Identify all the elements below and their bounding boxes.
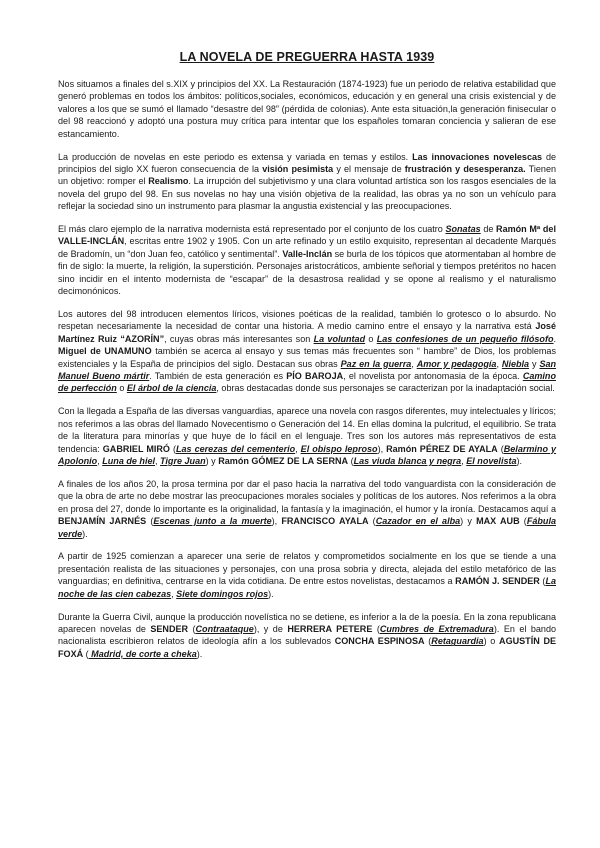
text-run: ( <box>83 648 89 659</box>
work-title: Las cerezas del cementerio <box>175 443 296 454</box>
text-run: ). <box>516 455 523 466</box>
work-title: Sonatas <box>445 224 481 235</box>
work-title: Cazador en el alba <box>375 516 461 527</box>
text-run: Con la llegada a España de las diversas vanguardias, aparece una novela con rasgos diferentes, muy intelectuales y líricos; nos referimos a las obras del llamado Novecentismo o Generación del 14. En ellas domina la pulcritud, el equilibrio. Se trata de la literatura para minorías y que huye de lo fácil en el lenguaje. Tres son los autores más representativos de esta tendencia: <box>58 406 556 454</box>
work-title: La noche de las cien cabezas <box>58 576 556 599</box>
work-title: San Manuel Bueno mártir <box>58 358 557 382</box>
work-title: Escenas junto a la muerte <box>153 516 272 527</box>
emphasis-text: SENDER <box>150 623 189 634</box>
text-run: ), <box>271 516 282 527</box>
text-run: también se acerca al ensayo y sus temas más frecuentes son “ hambre” de Dios, los problemas existenciales y la España de principios del siglo. Destacan sus obras <box>58 346 556 369</box>
text-run: ), <box>377 443 387 454</box>
emphasis-text: Valle-Inclán <box>282 248 333 259</box>
text-run: . La irrupción del subjetivismo y una clara voluntad artística son los rasgos esenciales de la novela del grupo del 98. En sus novelas no hay una visión objetiva de la realidad, las obras ya no son un vehículo para reflejar la sociedad sino un instrumento para plasmar la angustia existencial y las preocupaciones. <box>58 176 556 212</box>
text-run: . <box>553 333 557 344</box>
document-body <box>58 78 556 660</box>
text-run: . También de esta generación es <box>149 371 287 382</box>
work-title: Amor y pedagogía <box>416 358 497 369</box>
text-run: ) y <box>205 455 219 466</box>
text-run: La producción de novelas en este periodo es extensa y variada en temas y estilos. <box>58 151 413 162</box>
text-run: ( <box>539 576 546 587</box>
document-title: LA NOVELA DE PREGUERRA HASTA 1939 <box>179 50 435 64</box>
work-title: Contraataque <box>195 623 254 634</box>
emphasis-text: RAMÓN J. SENDER <box>455 576 540 587</box>
work-title: Belarmino y Apolonio <box>58 443 557 466</box>
work-title: El novelista <box>466 455 517 466</box>
text-run: ). <box>268 588 274 599</box>
text-run: se burla de los tópicos que atormentaban al hombre de fin de siglo: la muerte, la religión, la superstición. Personajes aristocráticos, ambiente señorial y tiempos pretéritos no hacen sino incidir en el intento modernista de “escapar” de la desastrosa realidad y se opone al realismo y el naturalismo decimonónicos. <box>58 248 556 297</box>
work-title: Retaguardia <box>431 636 484 647</box>
emphasis-text: MAX AUB <box>476 516 520 527</box>
text-run: ). En el bando nacionalista escribieron relatos de ideología afín a los sublevados <box>58 623 557 647</box>
text-run: , obras destacadas donde sus personajes se caracterizan por la inadaptación social. <box>216 383 555 394</box>
work-title: Luna de hiel <box>102 455 156 466</box>
emphasis-text: FRANCISCO AYALA <box>281 516 369 527</box>
text-run: El más claro ejemplo de la narrativa modernista está representado por el conjunto de los cuatro <box>58 224 446 235</box>
emphasis-text: visión pesimista <box>262 163 334 174</box>
text-run: ( <box>169 443 176 454</box>
emphasis-text: PÍO BAROJA <box>286 371 344 382</box>
text-run: , <box>97 455 103 466</box>
text-run: ( <box>188 623 196 634</box>
work-title: El obispo leproso <box>300 443 378 454</box>
text-run: A finales de los años 20, la prosa termina por dar el paso hacia la narrativa del todo vanguardista con la consideración de que la obra de arte no debe mostrar las preocupaciones morales sociales y políticas de los autores. Nos referimos a la obra en prosa del 27, donde lo importante es la originalidad, la fantasía y la imaginación, el humor y la ironía. Destacamos aquí a <box>58 478 556 514</box>
text-run: , <box>155 455 161 466</box>
text-run: Los autores del 98 introducen elementos líricos, visiones poéticas de la realidad, también lo grotesco o lo absurdo. No respetan necesariamente la necesidad de contar una historia. A medio camino entre el ensayo y la narrativa está <box>58 309 556 332</box>
text-run: ) o <box>483 636 500 647</box>
text-run: y el mensaje de <box>333 163 405 174</box>
text-run: ( <box>146 516 154 527</box>
text-run: ). <box>196 648 203 659</box>
emphasis-text: BENJAMÍN JARNÉS <box>58 516 147 527</box>
text-run: , <box>496 358 502 369</box>
work-title: Niebla <box>501 358 530 369</box>
paragraph <box>58 611 556 661</box>
work-title: Cumbres de Extremadura <box>379 623 494 634</box>
text-run: o <box>116 383 127 394</box>
text-run: ). <box>82 528 88 539</box>
emphasis-text: CONCHA ESPINOSA <box>334 636 425 647</box>
text-run: Tienen un objetivo: romper el <box>58 163 557 187</box>
work-title: Camino de perfección <box>58 371 556 394</box>
paragraph <box>58 308 556 395</box>
paragraph <box>58 405 556 467</box>
text-run: ( <box>497 443 504 454</box>
text-run: y <box>529 358 540 369</box>
text-run: , <box>171 588 177 599</box>
document-page <box>58 50 556 671</box>
work-title: Paz en la guerra <box>340 358 412 369</box>
emphasis-text: José Martínez Ruiz “AZORÍN” <box>58 321 556 344</box>
emphasis-text: HERRERA PETERE <box>287 623 373 634</box>
text-run: ( <box>372 623 380 634</box>
emphasis-text: frustración y desesperanza. <box>404 163 526 174</box>
emphasis-text: Ramón Mª del VALLE-INCLÁN <box>58 224 556 247</box>
text-run: de <box>480 224 497 235</box>
emphasis-text: Miguel de UNAMUNO <box>58 346 152 357</box>
text-run: , el novelista por antonomasia de la época. <box>343 371 523 382</box>
emphasis-text: Ramón GÓMEZ DE LA SERNA <box>218 455 349 466</box>
text-run: o <box>365 333 377 344</box>
text-run: , cuyas obras más interesantes son <box>164 333 314 344</box>
paragraph <box>58 478 556 540</box>
text-run: Nos situamos a finales del s.XIX y principios del XX. La Restauración (1874-1923) fue un periodo de relativa estabilidad que generó problemas en todos los ámbitos: políticos,sociales, económicos, educación y en general una crisis existencial y de valores a los que se sumó el llamado “desastre del 98” (pérdida de colonias). Ante esta situación,la generación finisecular o del 98 reaccionó y adoptó una postura muy crítica para intentar que los españoles tomaran conciencia y salieran de ese estancamiento. <box>58 79 556 139</box>
work-title: Siete domingos rojos <box>176 588 269 599</box>
text-run: ( <box>368 516 376 527</box>
work-title: La voluntad <box>313 333 366 344</box>
text-run: , <box>411 358 417 369</box>
work-title: Fábula verde <box>58 516 556 539</box>
text-run: Durante la Guerra Civil, aunque la producción novelística no se detiene, es inferior a la de la poesía. En la zona republicana aparecen novelas de <box>58 611 556 634</box>
text-run: de principios del siglo XX fueron consecuencia de la <box>58 151 557 174</box>
text-run: ( <box>348 455 354 466</box>
text-run: , <box>461 455 467 466</box>
emphasis-text: Realismo <box>148 176 189 187</box>
work-title: El árbol de la ciencia <box>126 383 217 394</box>
work-title: Tigre Juan <box>160 455 206 466</box>
emphasis-text: Las innovaciones novelescas <box>412 151 543 162</box>
emphasis-text: AGUSTÍN DE FOXÁ <box>58 636 557 659</box>
text-run: ( <box>519 516 527 527</box>
text-run: ), y de <box>253 623 288 634</box>
text-run: ) y <box>460 516 477 527</box>
paragraph <box>58 151 556 213</box>
work-title: Las viuda blanca y negra <box>353 455 462 466</box>
text-run: A partir de 1925 comienzan a aparecer una serie de relatos y comprometidos socialmente en los que se tiende a una presentación realista de las situaciones y personajes, con una prosa sobria y directa, alejada del estilo metafórico de las vanguardias; en definitiva, centrarse en la vida cotidiana. De entre estos novelistas, destacamos a <box>58 551 556 587</box>
emphasis-text: GABRIEL MIRÓ <box>102 443 170 454</box>
work-title: Las confesiones de un pequeño filósofo <box>376 333 554 344</box>
paragraph <box>58 78 556 140</box>
emphasis-text: Ramón PÉREZ DE AYALA <box>386 443 498 454</box>
paragraph <box>58 223 556 297</box>
paragraph <box>58 550 556 600</box>
text-run: , escritas entre 1902 y 1905. Con un arte refinado y un estilo exquisito, representan al decadente Marqués de Bradomín, un “don Juan feo, católico y sentimental”. <box>58 236 556 259</box>
text-run: ( <box>424 636 432 647</box>
text-run: , <box>295 443 301 454</box>
work-title: Madrid, de corte a cheka <box>88 648 197 659</box>
